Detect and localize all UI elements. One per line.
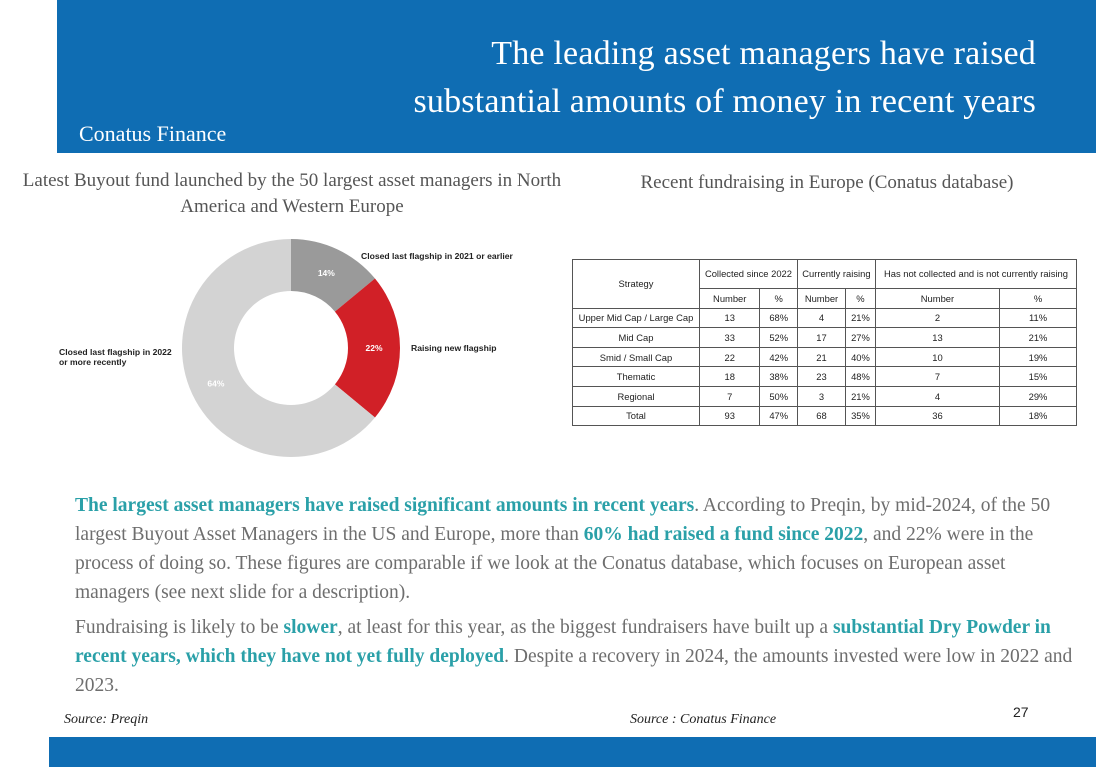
strategy-cell: Upper Mid Cap / Large Cap — [573, 308, 700, 328]
value-cell: 68% — [760, 308, 797, 328]
value-cell: 40% — [846, 347, 876, 367]
body-text-span: , at least for this year, as the biggest fundraisers have built up a — [337, 617, 833, 638]
value-cell: 21% — [846, 386, 876, 406]
body-text-span: . According to Preqin, by mid-2024, of the 50 largest Buyout Asset Managers in the US and Europe, more than — [75, 495, 1051, 545]
value-cell: 21% — [846, 308, 876, 328]
value-cell: 68 — [797, 406, 845, 426]
value-cell: 27% — [846, 328, 876, 348]
value-cell: 21% — [1000, 328, 1077, 348]
sub-header: Number — [797, 289, 845, 309]
value-cell: 50% — [760, 386, 797, 406]
page-title — [413, 30, 1036, 126]
value-cell: 93 — [700, 406, 760, 426]
body-text-span: , and 22% were in the process of doing so. These figures are comparable if we look at the Conatus database, which focuses on European asset managers (see next slide for a description). — [75, 524, 1034, 603]
strategy-cell: Smid / Small Cap — [573, 347, 700, 367]
value-cell: 42% — [760, 347, 797, 367]
chart-title: Latest Buyout fund launched by the 50 largest asset managers in North America and Western Europe — [22, 170, 562, 217]
sub-header: % — [1000, 289, 1077, 309]
strategy-cell: Mid Cap — [573, 328, 700, 348]
value-cell: 3 — [797, 386, 845, 406]
table-row — [573, 367, 1077, 387]
table-row — [573, 328, 1077, 348]
table-body — [573, 308, 1077, 426]
value-cell: 13 — [875, 328, 999, 348]
value-cell: 36 — [875, 406, 999, 426]
slice-label: 22% — [365, 343, 383, 353]
value-cell: 18% — [1000, 406, 1077, 426]
title-line-2: substantial amounts of money in recent years — [413, 83, 1036, 120]
source-conatus: Source : Conatus Finance — [630, 712, 777, 727]
highlight-text: slower — [283, 617, 338, 638]
value-cell: 13 — [700, 308, 760, 328]
group-header: Collected since 2022 — [700, 260, 798, 289]
paragraph-2 — [75, 613, 1075, 700]
value-cell: 19% — [1000, 347, 1077, 367]
value-cell: 11% — [1000, 308, 1077, 328]
value-cell: 4 — [797, 308, 845, 328]
value-cell: 23 — [797, 367, 845, 387]
group-header: Has not collected and is not currently raising — [875, 260, 1076, 289]
value-cell: 29% — [1000, 386, 1077, 406]
value-cell: 48% — [846, 367, 876, 387]
value-cell: 4 — [875, 386, 999, 406]
highlight-text: substantial Dry Powder in recent years, which they have not yet fully deployed — [75, 617, 1051, 667]
group-header: Currently raising — [797, 260, 875, 289]
value-cell: 18 — [700, 367, 760, 387]
value-cell: 35% — [846, 406, 876, 426]
table-row — [573, 308, 1077, 328]
donut-chart — [40, 232, 540, 464]
table-row — [573, 406, 1077, 426]
value-cell: 38% — [760, 367, 797, 387]
value-cell: 10 — [875, 347, 999, 367]
body-text-span: . Despite a recovery in 2024, the amounts invested were low in 2022 and 2023. — [75, 646, 1073, 696]
sub-header: Number — [700, 289, 760, 309]
highlight-text: The largest asset managers have raised significant amounts in recent years — [75, 495, 695, 516]
sub-header: % — [760, 289, 797, 309]
strategy-cell: Regional — [573, 386, 700, 406]
page-number: 27 — [1013, 704, 1029, 720]
table-row — [573, 386, 1077, 406]
title-line-1: The leading asset managers have raised — [491, 35, 1036, 72]
category-label: Closed last flagship in 2021 or earlier — [361, 251, 513, 261]
header-banner — [57, 0, 1096, 153]
value-cell: 22 — [700, 347, 760, 367]
value-cell: 17 — [797, 328, 845, 348]
table-row — [573, 347, 1077, 367]
category-label: Closed last flagship in 2022 or more recently — [59, 347, 172, 367]
value-cell: 15% — [1000, 367, 1077, 387]
value-cell: 52% — [760, 328, 797, 348]
body-text — [75, 491, 1075, 706]
category-label: Raising new flagship — [411, 343, 497, 353]
value-cell: 7 — [875, 367, 999, 387]
fundraising-table — [572, 259, 1077, 426]
brand-name: Conatus Finance — [79, 121, 227, 146]
footer-bar — [49, 737, 1096, 767]
slice-label: 14% — [317, 267, 335, 278]
paragraph-1 — [75, 491, 1075, 607]
highlight-text: 60% had raised a fund since 2022 — [583, 524, 864, 545]
sub-header: % — [846, 289, 876, 309]
table-header-row — [573, 260, 1077, 289]
sub-header: Number — [875, 289, 999, 309]
strategy-header: Strategy — [573, 260, 700, 309]
strategy-cell: Total — [573, 406, 700, 426]
table-title: Recent fundraising in Europe (Conatus database) — [640, 172, 1014, 193]
strategy-cell: Thematic — [573, 367, 700, 387]
value-cell: 33 — [700, 328, 760, 348]
source-preqin: Source: Preqin — [64, 712, 149, 727]
value-cell: 21 — [797, 347, 845, 367]
slice-label: 64% — [207, 378, 225, 389]
body-text-span: Fundraising is likely to be — [75, 617, 284, 638]
value-cell: 7 — [700, 386, 760, 406]
value-cell: 2 — [875, 308, 999, 328]
value-cell: 47% — [760, 406, 797, 426]
